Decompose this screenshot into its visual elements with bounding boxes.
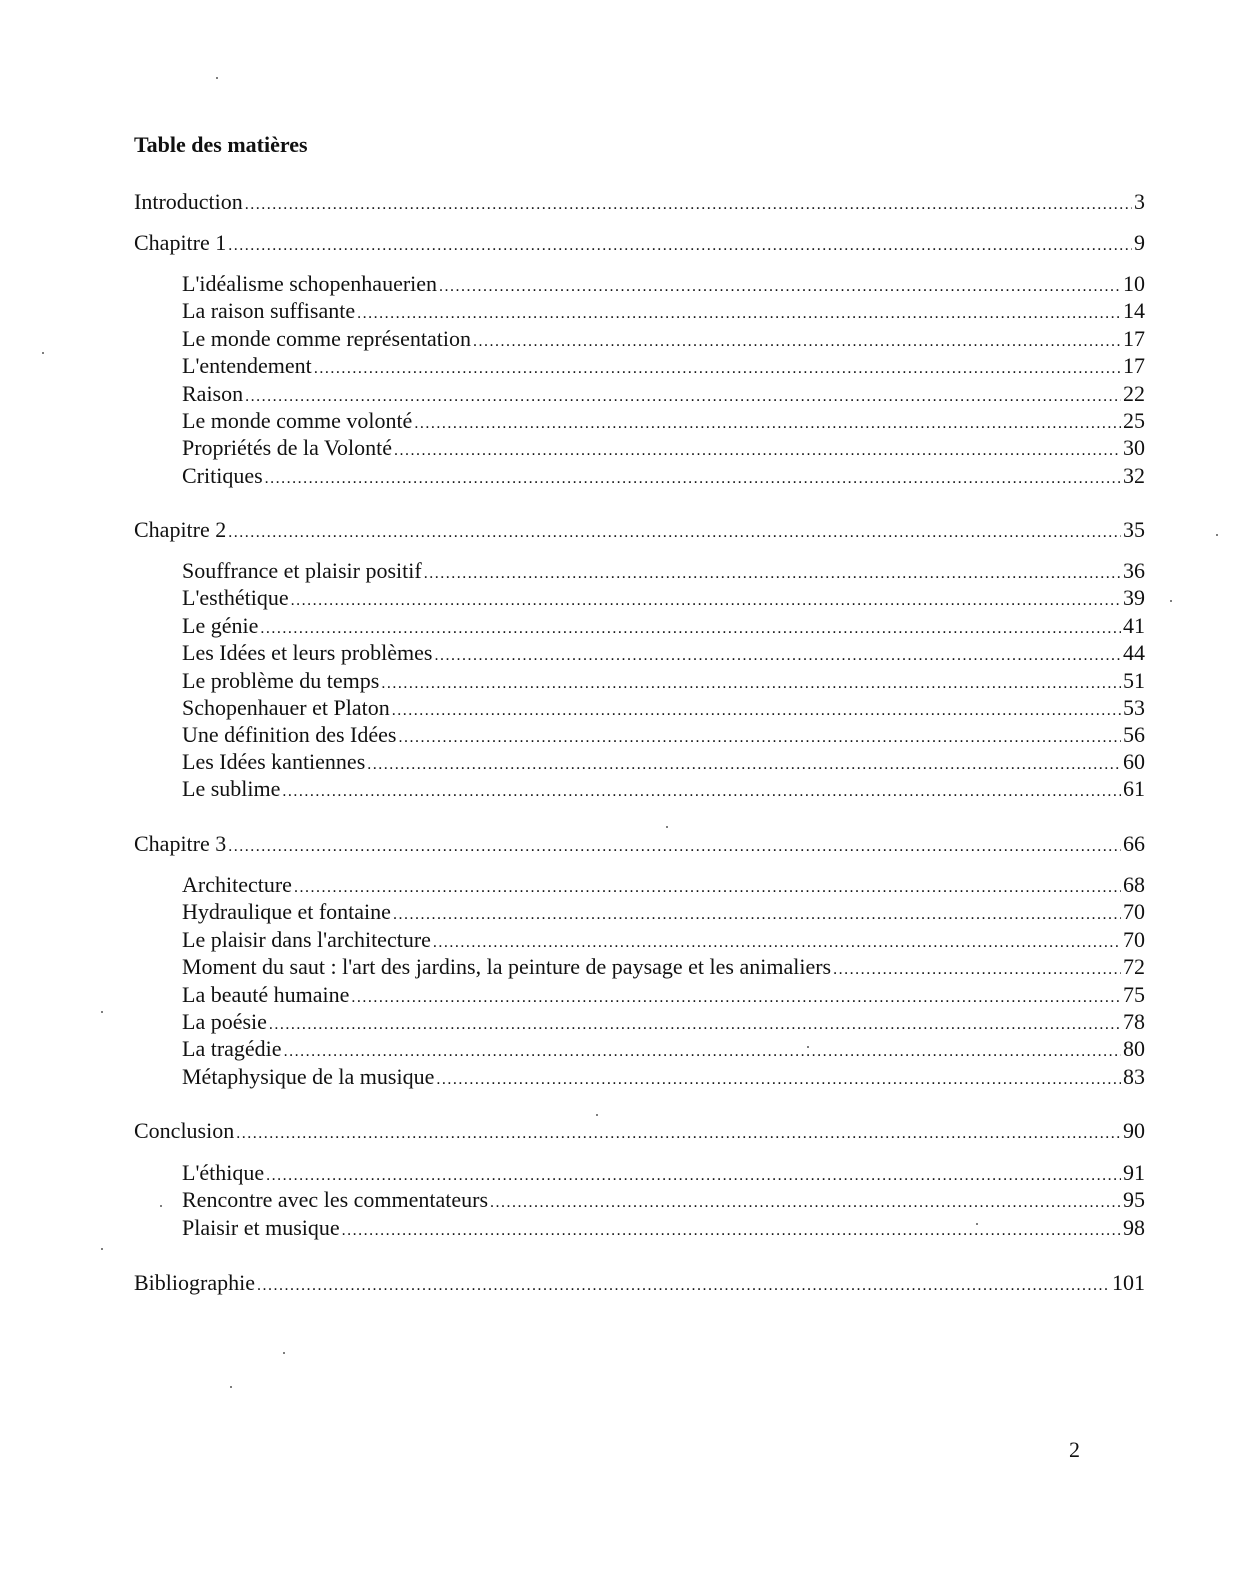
toc-dot-leader (265, 465, 1121, 493)
toc-entry (182, 981, 1145, 1009)
toc-entry (182, 352, 1145, 380)
toc-entry-label: L'idéalisme schopenhauerien (182, 271, 438, 296)
toc-entry-label: Conclusion (134, 1118, 235, 1143)
toc-entry (182, 612, 1145, 640)
toc-entry (182, 270, 1145, 298)
toc-entry-page: 25 (1123, 408, 1145, 433)
toc-entry (182, 694, 1145, 722)
toc-entry (182, 434, 1145, 462)
toc-entry (134, 830, 1145, 858)
toc-entry (134, 188, 1145, 216)
toc-entry-page: 70 (1123, 899, 1145, 924)
toc-entry-page: 35 (1123, 517, 1145, 542)
toc-entry-page: 17 (1123, 326, 1145, 351)
toc-dot-leader (342, 1217, 1121, 1245)
toc-entry-page: 36 (1123, 558, 1145, 583)
toc-entry-label: Chapitre 2 (134, 517, 227, 542)
toc-entry-page: 70 (1123, 927, 1145, 952)
toc-entry (182, 557, 1145, 585)
toc-entry-page: 51 (1123, 668, 1145, 693)
toc-entry (182, 325, 1145, 353)
toc-entry-label: La raison suffisante (182, 298, 356, 323)
toc-entry (182, 462, 1145, 490)
toc-entry-page: 61 (1123, 776, 1145, 801)
toc-entry-page: 9 (1134, 230, 1145, 255)
toc-entry (182, 667, 1145, 695)
toc-dot-leader (228, 519, 1121, 547)
toc-entry-page: 22 (1123, 381, 1145, 406)
toc-entry-label: Chapitre 3 (134, 831, 227, 856)
scan-speck (42, 352, 44, 354)
scan-speck (666, 826, 668, 828)
toc-entry-label: L'éthique (182, 1160, 265, 1185)
toc-dot-leader (490, 1189, 1121, 1217)
toc-entry (182, 721, 1145, 749)
toc-entry (182, 1186, 1145, 1214)
toc-dot-leader (282, 778, 1121, 806)
toc-entry-page: 53 (1123, 695, 1145, 720)
toc-entry (134, 1269, 1145, 1297)
toc-entry-page: 95 (1123, 1187, 1145, 1212)
toc-entry-page: 32 (1123, 463, 1145, 488)
scan-speck (596, 1114, 598, 1116)
scan-speck (230, 1386, 232, 1388)
toc-entry-page: 101 (1112, 1270, 1145, 1295)
toc-entry-label: Les Idées kantiennes (182, 749, 366, 774)
scan-speck (101, 1248, 103, 1250)
toc-entry-page: 30 (1123, 435, 1145, 460)
toc-entry-page: 98 (1123, 1215, 1145, 1240)
toc-entry-label: La tragédie (182, 1036, 282, 1061)
toc-entry-page: 39 (1123, 585, 1145, 610)
toc-entry-page: 60 (1123, 749, 1145, 774)
toc-entry-label: La beauté humaine (182, 982, 350, 1007)
toc-entry-label: Le monde comme représentation (182, 326, 471, 351)
toc-entry-label: La poésie (182, 1009, 267, 1034)
toc-entry-label: Les Idées et leurs problèmes (182, 640, 433, 665)
toc-entry (182, 871, 1145, 899)
toc-entry-label: Hydraulique et fontaine (182, 899, 391, 924)
toc-entry (182, 584, 1145, 612)
toc-entry-label: Raison (182, 381, 244, 406)
scan-speck (807, 1046, 809, 1048)
toc-entry-page: 72 (1123, 954, 1145, 979)
toc-entry-page: 83 (1123, 1064, 1145, 1089)
toc-entry-label: Chapitre 1 (134, 230, 227, 255)
toc-entry (134, 516, 1145, 544)
toc-entry-page: 90 (1123, 1118, 1145, 1143)
toc-dot-leader (284, 1038, 1121, 1066)
toc-dot-leader (436, 1066, 1121, 1094)
toc-entry (182, 748, 1145, 776)
toc-entry-page: 44 (1123, 640, 1145, 665)
scan-speck (160, 1205, 162, 1207)
toc-entry (134, 229, 1145, 257)
toc-entry-page: 66 (1123, 831, 1145, 856)
toc-entry-label: Schopenhauer et Platon (182, 695, 390, 720)
toc-entry-page: 17 (1123, 353, 1145, 378)
scan-speck (283, 1352, 285, 1354)
toc-entry (182, 1008, 1145, 1036)
scan-speck (101, 1011, 103, 1013)
toc-entry-label: Métaphysique de la musique (182, 1064, 435, 1089)
scan-speck (1170, 600, 1172, 602)
toc-entry-label: Une définition des Idées (182, 722, 397, 747)
page-number: 2 (1069, 1437, 1080, 1462)
scan-speck (976, 1223, 978, 1225)
toc-entry-page: 56 (1123, 722, 1145, 747)
toc-entry-label: Bibliographie (134, 1270, 255, 1295)
toc-entry-page: 91 (1123, 1160, 1145, 1185)
toc-dot-leader (257, 1272, 1110, 1300)
toc-entry-page: 68 (1123, 872, 1145, 897)
toc-entry-page: 80 (1123, 1036, 1145, 1061)
toc-entry-label: Le sublime (182, 776, 281, 801)
toc-entry (182, 953, 1145, 981)
toc-entry-label: Introduction (134, 189, 243, 214)
toc-entry-label: Le monde comme volonté (182, 408, 413, 433)
toc-entry (182, 1063, 1145, 1091)
toc-dot-leader (228, 833, 1121, 861)
toc-entry-label: Le génie (182, 613, 259, 638)
toc-entry-page: 3 (1134, 189, 1145, 214)
toc-entry-label: Plaisir et musique (182, 1215, 340, 1240)
toc-entry (182, 380, 1145, 408)
toc-dot-leader (245, 191, 1132, 219)
toc-entry-label: Propriétés de la Volonté (182, 435, 392, 460)
toc-entry-page: 75 (1123, 982, 1145, 1007)
toc-entry (182, 1035, 1145, 1063)
toc-entry-label: Critiques (182, 463, 263, 488)
toc-dot-leader (314, 355, 1121, 383)
toc-entry (182, 407, 1145, 435)
toc-dot-leader (393, 901, 1121, 929)
toc-entry-label: Le problème du temps (182, 668, 380, 693)
toc-entry (182, 1214, 1145, 1242)
toc-dot-leader (833, 956, 1121, 984)
toc-dot-leader (228, 232, 1132, 260)
scan-speck (216, 77, 218, 79)
toc-dot-leader (434, 642, 1121, 670)
toc-entry (134, 1117, 1145, 1145)
toc-dot-leader (357, 300, 1121, 328)
toc-dot-leader (236, 1120, 1121, 1148)
toc-entry-label: Souffrance et plaisir positif (182, 558, 422, 583)
toc-entry-page: 10 (1123, 271, 1145, 296)
toc-entry-label: L'esthétique (182, 585, 289, 610)
toc-entry-label: L'entendement (182, 353, 312, 378)
toc-entry (182, 297, 1145, 325)
toc-entry (182, 898, 1145, 926)
toc-dot-leader (291, 587, 1121, 615)
toc-dot-leader (394, 437, 1121, 465)
toc-entry-label: Rencontre avec les commentateurs (182, 1187, 489, 1212)
toc-entry-label: Le plaisir dans l'architecture (182, 927, 431, 952)
page-title: Table des matières (134, 132, 308, 157)
toc-entry-page: 14 (1123, 298, 1145, 323)
toc-entry (182, 1159, 1145, 1187)
toc-entry-page: 78 (1123, 1009, 1145, 1034)
scan-speck (1216, 534, 1218, 536)
toc-entry (182, 775, 1145, 803)
toc-entry-page: 41 (1123, 613, 1145, 638)
toc-entry-label: Architecture (182, 872, 292, 897)
toc-entry-label: Moment du saut : l'art des jardins, la peinture de paysage et les animaliers (182, 954, 832, 979)
toc-entry (182, 926, 1145, 954)
toc-entry (182, 639, 1145, 667)
